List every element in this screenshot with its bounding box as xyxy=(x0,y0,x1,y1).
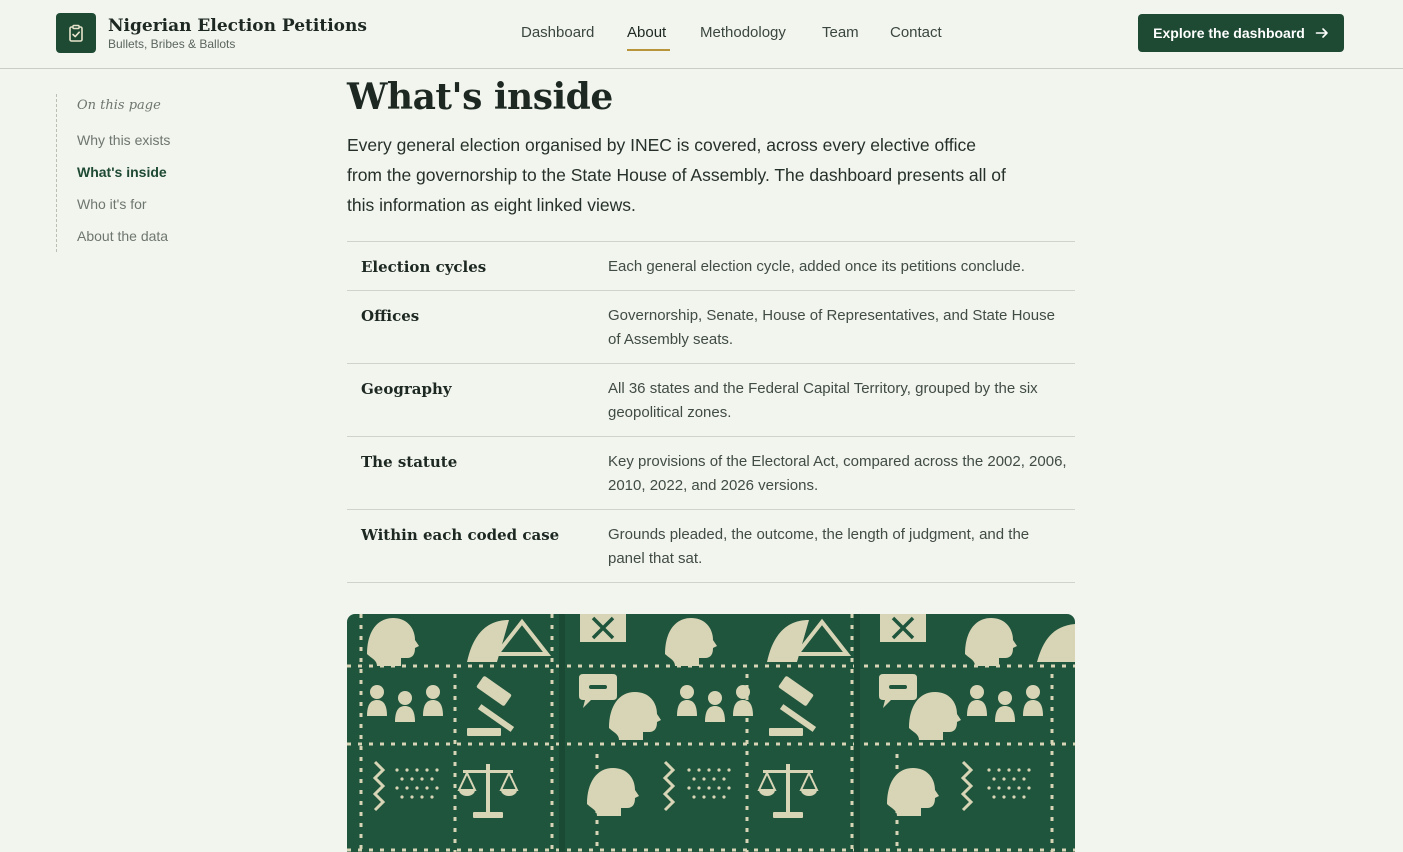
table-row xyxy=(347,242,1075,291)
toc-item-why-this-exists[interactable]: Why this exists xyxy=(77,132,171,148)
explore-dashboard-button[interactable] xyxy=(1138,14,1344,52)
nav-dashboard[interactable]: Dashboard xyxy=(521,24,595,41)
explore-dashboard-label: Explore the dashboard xyxy=(1153,25,1305,41)
election-pattern-image xyxy=(347,614,1075,852)
nav-about[interactable]: About xyxy=(627,24,667,41)
row-label: Offices xyxy=(361,307,420,325)
row-description: Grounds pleaded, the outcome, the length of judgment, and the panel that sat. xyxy=(608,526,1030,567)
toc-heading: On this page xyxy=(77,98,161,113)
table-row xyxy=(347,364,1075,437)
clipboard-check-icon xyxy=(66,23,86,43)
nav-methodology[interactable]: Methodology xyxy=(700,24,786,41)
row-description: All 36 states and the Federal Capital Territory, grouped by the six geopolitical zones. xyxy=(608,380,1038,421)
row-label: The statute xyxy=(361,453,458,471)
row-label: Within each coded case xyxy=(361,526,560,544)
logo[interactable] xyxy=(56,13,96,53)
intro-paragraph: Every general election organised by INEC is covered, across every elective office from the governorship to the State House of Assembly. The dashboard presents all of this information as eight linked views. xyxy=(347,135,1006,215)
contents-table xyxy=(347,241,1075,583)
row-label: Election cycles xyxy=(361,258,487,276)
page-title: What's inside xyxy=(347,76,613,118)
pattern-illustration xyxy=(347,614,1075,852)
nav-contact[interactable]: Contact xyxy=(890,24,942,41)
toc-item-about-the-data[interactable]: About the data xyxy=(77,228,169,244)
on-this-page-nav xyxy=(56,94,171,252)
site-header xyxy=(0,0,1403,69)
nav-team[interactable]: Team xyxy=(822,24,859,41)
row-description: Key provisions of the Electoral Act, compared across the 2002, 2006, 2010, 2022, and 2026 versions. xyxy=(608,453,1067,494)
site-title[interactable]: Nigerian Election Petitions xyxy=(108,16,367,36)
table-row xyxy=(347,437,1075,510)
toc-item-whats-inside[interactable]: What's inside xyxy=(77,164,167,180)
row-description: Governorship, Senate, House of Representatives, and State House of Assembly seats. xyxy=(608,307,1055,348)
toc-item-who-its-for[interactable]: Who it's for xyxy=(77,196,147,212)
row-description: Each general election cycle, added once its petitions conclude. xyxy=(608,258,1025,275)
site-subtitle: Bullets, Bribes & Ballots xyxy=(108,37,236,51)
nav-active-indicator xyxy=(627,49,670,51)
row-label: Geography xyxy=(361,380,452,398)
table-row xyxy=(347,291,1075,364)
table-row xyxy=(347,510,1075,583)
arrow-right-icon xyxy=(1315,26,1329,40)
